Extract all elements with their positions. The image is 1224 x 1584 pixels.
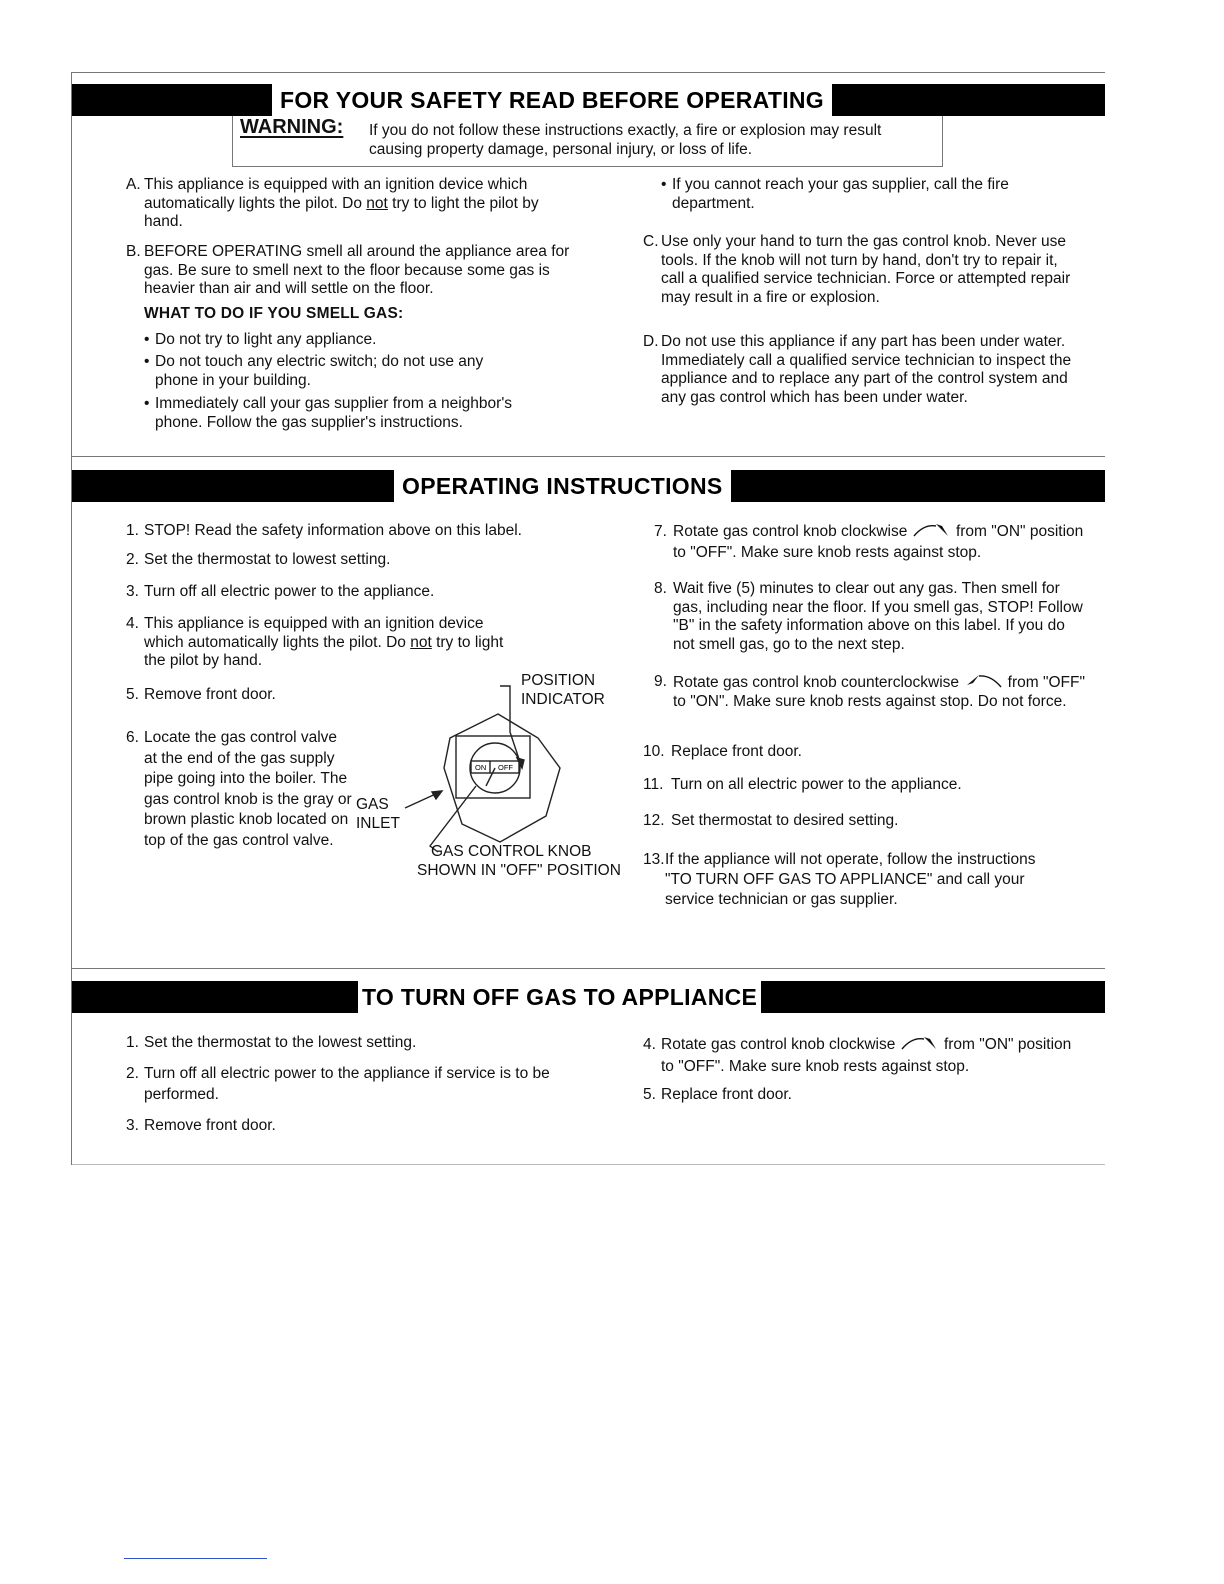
emphasis-not: not (410, 633, 432, 651)
op-step-9: 9. Rotate gas control knob counterclockwise from "OFF" to "ON". Make sure knob rests against stop. Do not force. (654, 673, 1085, 710)
op-step-12: 12. Set thermostat to desired setting. (643, 812, 899, 829)
safety-item-c (643, 233, 1071, 307)
diagram-off-label: OFF (498, 763, 513, 772)
item-letter: A. (126, 176, 141, 193)
valve-body (444, 714, 560, 842)
op-step-13: 13. If the appliance will not operate, follow the instructions "TO TURN OFF GAS TO APPLIANCE" and call your service technician or gas supplier. (643, 851, 1036, 908)
item-letter: C. (643, 233, 659, 250)
safety-title-bar (72, 84, 1105, 116)
operating-title: OPERATING INSTRUCTIONS (394, 470, 731, 502)
op-step-3: 3. Turn off all electric power to the appliance. (126, 583, 435, 600)
item-text-end: try to light the pilot by hand. (144, 194, 539, 230)
smell-gas-heading: WHAT TO DO IF YOU SMELL GAS: (144, 305, 404, 322)
off-step-2: 2. Turn off all electric power to the appliance if service is to be performed. (126, 1065, 550, 1103)
warning-line-2: causing property damage, personal injury, or loss of life. (369, 141, 753, 158)
warning-line-1: If you do not follow these instructions exactly, a fire or explosion may result (369, 122, 882, 139)
op-step-6: 6. Locate the gas control valve at the end of the gas supply pipe going into the boiler. The gas control knob is the gray or brown plastic knob located on top of the gas control valve. (126, 729, 352, 849)
item-text: BEFORE OPERATING smell all around the appliance area for gas. Be sure to smell next to the floor because some gas is heavier than air and will settle on the floor. (144, 243, 570, 297)
top-rule (72, 72, 1105, 73)
safety-title: FOR YOUR SAFETY READ BEFORE OPERATING (272, 84, 832, 116)
op-step-2: 2. Set the thermostat to lowest setting. (126, 551, 391, 568)
warning-text (369, 121, 941, 159)
safety-item-b (126, 243, 594, 299)
safety-item-a (126, 176, 546, 232)
op-step-11: 11. Turn on all electric power to the appliance. (643, 776, 962, 793)
smell-bullet-3: • Immediately call your gas supplier from a neighbor's phone. Follow the gas supplier's instructions. (144, 395, 513, 431)
emphasis-not: not (366, 194, 388, 212)
knob-caption: GAS CONTROL KNOB SHOWN IN "OFF" POSITION (417, 843, 621, 879)
op-step-7: 7. Rotate gas control knob clockwise from "ON" position to "OFF". Make sure knob rests against stop. (654, 523, 1084, 561)
gas-inlet-label: GAS INLET (356, 796, 400, 832)
section-divider-1 (72, 456, 1105, 457)
section-divider-2 (72, 968, 1105, 969)
bottom-rule (72, 1164, 1105, 1165)
off-step-5: 5. Replace front door. (643, 1086, 792, 1103)
op-step-8: 8. Wait five (5) minutes to clear out any gas. Then smell for gas, including near the floor. If you smell gas, STOP! Follow "B" in the safety information above on this label. If you do not smell gas, go to the next step. (654, 580, 1083, 653)
operating-title-bar (72, 470, 1105, 502)
item-text: Use only your hand to turn the gas control knob. Never use tools. If the knob will not turn by hand, don't try to repair it, call a qualified service technician. Force or attempted repair may result in a fire or explosion. (661, 233, 1071, 306)
warning-label: WARNING: (240, 116, 344, 138)
counterclockwise-arrow-icon (963, 673, 1003, 689)
clockwise-arrow-icon (912, 522, 952, 538)
op-step-4: 4. This appliance is equipped with an ignition device which automatically lights the pilot. Do not try to light the pilot by hand. (126, 615, 504, 669)
item-letter: B. (126, 243, 141, 260)
turn-off-title: TO TURN OFF GAS TO APPLIANCE (358, 981, 761, 1013)
item-letter: D. (643, 333, 659, 350)
off-step-1: 1. Set the thermostat to the lowest setting. (126, 1034, 417, 1051)
off-step-3: 3. Remove front door. (126, 1117, 276, 1134)
clockwise-arrow-icon (900, 1035, 940, 1051)
off-step-4: 4. Rotate gas control knob clockwise from "ON" position to "OFF". Make sure knob rests against stop. (643, 1036, 1072, 1075)
item-text: Do not use this appliance if any part has been under water. Immediately call a qualified service technician to inspect the appliance and to replace any part of the control system and any gas control which has been under water. (661, 333, 1072, 406)
smell-bullet-2: • Do not touch any electric switch; do not use any phone in your building. (144, 353, 484, 389)
item-text: This appliance is equipped with an ignition device which automatically lights the pilot. Do (144, 176, 528, 212)
diagram-on-label: ON (475, 763, 487, 772)
footnote-rule (124, 1558, 267, 1559)
turn-off-title-bar (72, 981, 1105, 1013)
op-step-5: 5. Remove front door. (126, 686, 276, 703)
smell-bullet-4: • If you cannot reach your gas supplier, call the fire department. (661, 176, 1009, 212)
op-step-1: 1. STOP! Read the safety information above on this label. (126, 522, 522, 539)
position-indicator-label: POSITION INDICATOR (521, 672, 605, 708)
smell-bullet-1: • Do not try to light any appliance. (144, 331, 377, 348)
safety-item-d (643, 333, 1075, 407)
op-step-10: 10. Replace front door. (643, 743, 802, 760)
